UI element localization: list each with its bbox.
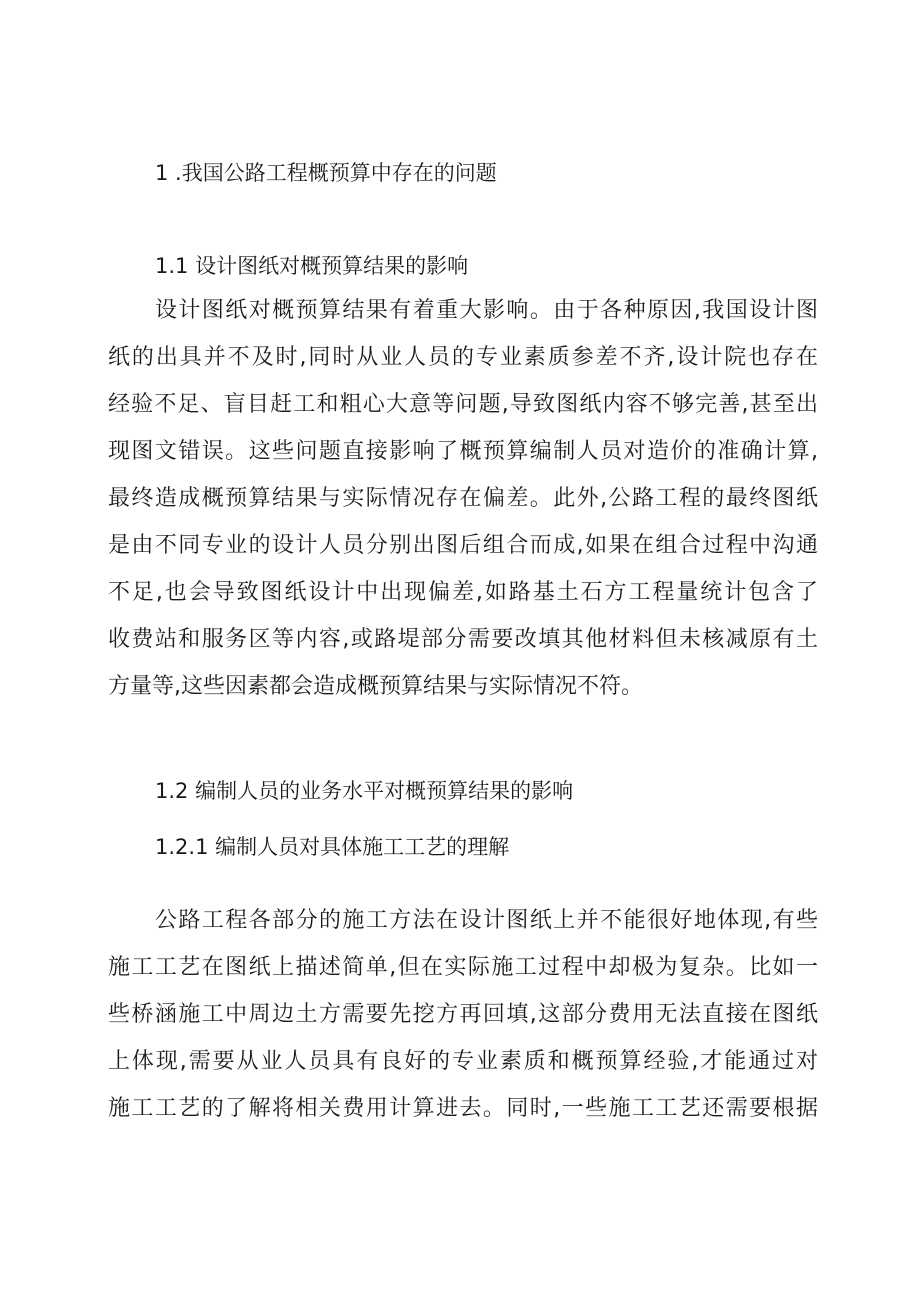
paragraph-line: 不足,也会导致图纸设计中出现偏差,如路基土石方工程量统计包含了 — [108, 580, 818, 605]
paragraph-line: 现图文错误。这些问题直接影响了概预算编制人员对造价的准确计算, — [108, 439, 818, 464]
section-heading-1: 1 .我国公路工程概预算中存在的问题 — [155, 161, 497, 185]
paragraph-line: 些桥涵施工中周边土方需要先挖方再回填,这部分费用无法直接在图纸 — [108, 1002, 818, 1027]
paragraph-line: 施工工艺的了解将相关费用计算进去。同时,一些施工工艺还需要根据 — [108, 1096, 818, 1121]
paragraph-line: 施工工艺在图纸上描述简单,但在实际施工过程中却极为复杂。比如一 — [108, 955, 818, 980]
paragraph-line: 方量等,这些因素都会造成概预算结果与实际情况不符。 — [108, 674, 643, 699]
section-heading-1-2: 1.2 编制人员的业务水平对概预算结果的影响 — [155, 779, 574, 803]
paragraph-line: 是由不同专业的设计人员分别出图后组合而成,如果在组合过程中沟通 — [108, 533, 818, 558]
paragraph-line: 设计图纸对概预算结果有着重大影响。由于各种原因,我国设计图 — [155, 298, 818, 323]
section-heading-1-1: 1.1 设计图纸对概预算结果的影响 — [155, 254, 469, 278]
paragraph-line: 上体现,需要从业人员具有良好的专业素质和概预算经验,才能通过对 — [108, 1049, 818, 1074]
paragraph-line: 收费站和服务区等内容,或路堤部分需要改填其他材料但未核减原有土 — [108, 627, 818, 652]
section-heading-1-2-1: 1.2.1 编制人员对具体施工工艺的理解 — [155, 835, 510, 859]
paragraph-line: 公路工程各部分的施工方法在设计图纸上并不能很好地体现,有些 — [155, 908, 818, 933]
paragraph-line: 经验不足、盲目赶工和粗心大意等问题,导致图纸内容不够完善,甚至出 — [108, 392, 818, 417]
paragraph-line: 最终造成概预算结果与实际情况存在偏差。此外,公路工程的最终图纸 — [108, 486, 818, 511]
paragraph-line: 纸的出具并不及时,同时从业人员的专业素质参差不齐,设计院也存在 — [108, 345, 818, 370]
